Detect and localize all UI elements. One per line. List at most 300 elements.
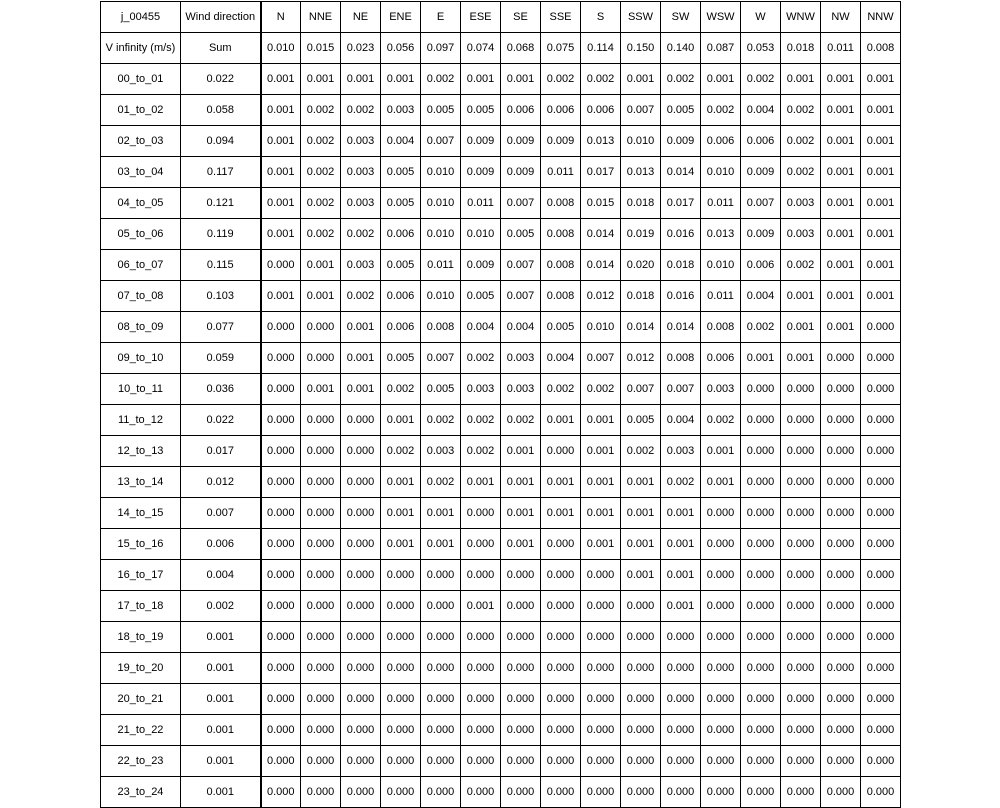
- value-cell: 0.014: [581, 219, 621, 250]
- value-cell: 0.010: [581, 312, 621, 343]
- row-sum-cell: 0.022: [181, 405, 261, 436]
- value-cell: 0.000: [701, 715, 741, 746]
- table-row: [101, 622, 901, 653]
- value-cell: 0.000: [301, 405, 341, 436]
- value-cell: 0.001: [421, 529, 461, 560]
- value-cell: 0.003: [781, 219, 821, 250]
- value-cell: 0.000: [821, 529, 861, 560]
- value-cell: 0.001: [861, 126, 901, 157]
- value-cell: 0.001: [861, 188, 901, 219]
- row-label-cell: 14_to_15: [101, 498, 181, 529]
- value-cell: 0.056: [381, 33, 421, 64]
- value-cell: 0.007: [421, 343, 461, 374]
- value-cell: 0.000: [421, 746, 461, 777]
- value-cell: 0.000: [701, 622, 741, 653]
- value-cell: 0.010: [261, 33, 301, 64]
- value-cell: 0.000: [381, 653, 421, 684]
- row-label-cell: 06_to_07: [101, 250, 181, 281]
- value-cell: 0.000: [541, 560, 581, 591]
- value-cell: 0.001: [301, 374, 341, 405]
- row-label-cell: 13_to_14: [101, 467, 181, 498]
- table-row: [101, 653, 901, 684]
- value-cell: 0.000: [421, 777, 461, 808]
- value-cell: 0.000: [821, 436, 861, 467]
- value-cell: 0.000: [821, 405, 861, 436]
- value-cell: 0.001: [381, 467, 421, 498]
- value-cell: 0.003: [341, 250, 381, 281]
- value-cell: 0.000: [821, 622, 861, 653]
- value-cell: 0.001: [461, 64, 501, 95]
- value-cell: 0.004: [541, 343, 581, 374]
- value-cell: 0.002: [701, 405, 741, 436]
- value-cell: 0.000: [861, 374, 901, 405]
- direction-header-nnw: NNW: [861, 2, 901, 33]
- value-cell: 0.000: [501, 622, 541, 653]
- value-cell: 0.002: [381, 374, 421, 405]
- value-cell: 0.001: [381, 405, 421, 436]
- value-cell: 0.001: [581, 467, 621, 498]
- value-cell: 0.002: [461, 436, 501, 467]
- value-cell: 0.002: [301, 157, 341, 188]
- row-sum-cell: 0.017: [181, 436, 261, 467]
- value-cell: 0.000: [741, 746, 781, 777]
- value-cell: 0.007: [421, 126, 461, 157]
- row-label-cell: 04_to_05: [101, 188, 181, 219]
- row-label-cell: 19_to_20: [101, 653, 181, 684]
- value-cell: 0.000: [781, 622, 821, 653]
- value-cell: 0.010: [701, 250, 741, 281]
- value-cell: 0.000: [861, 436, 901, 467]
- direction-header-ene: ENE: [381, 2, 421, 33]
- value-cell: 0.000: [541, 436, 581, 467]
- value-cell: 0.000: [821, 560, 861, 591]
- value-cell: 0.002: [661, 64, 701, 95]
- value-cell: 0.008: [701, 312, 741, 343]
- value-cell: 0.000: [581, 591, 621, 622]
- value-cell: 0.000: [301, 746, 341, 777]
- value-cell: 0.001: [461, 591, 501, 622]
- value-cell: 0.000: [461, 529, 501, 560]
- value-cell: 0.000: [301, 560, 341, 591]
- value-cell: 0.005: [541, 312, 581, 343]
- value-cell: 0.009: [501, 126, 541, 157]
- value-cell: 0.000: [341, 436, 381, 467]
- value-cell: 0.000: [741, 560, 781, 591]
- value-cell: 0.010: [421, 157, 461, 188]
- value-cell: 0.010: [421, 219, 461, 250]
- value-cell: 0.000: [861, 684, 901, 715]
- value-cell: 0.001: [821, 64, 861, 95]
- value-cell: 0.001: [741, 343, 781, 374]
- value-cell: 0.000: [781, 374, 821, 405]
- value-cell: 0.000: [821, 777, 861, 808]
- value-cell: 0.000: [581, 777, 621, 808]
- value-cell: 0.001: [381, 529, 421, 560]
- value-cell: 0.000: [501, 684, 541, 715]
- value-cell: 0.019: [621, 219, 661, 250]
- value-cell: 0.000: [301, 343, 341, 374]
- value-cell: 0.013: [581, 126, 621, 157]
- direction-header-ne: NE: [341, 2, 381, 33]
- value-cell: 0.000: [341, 405, 381, 436]
- value-cell: 0.000: [701, 560, 741, 591]
- value-cell: 0.000: [261, 746, 301, 777]
- value-cell: 0.001: [701, 64, 741, 95]
- value-cell: 0.000: [541, 622, 581, 653]
- row-label-cell: 03_to_04: [101, 157, 181, 188]
- value-cell: 0.000: [701, 591, 741, 622]
- value-cell: 0.001: [581, 529, 621, 560]
- value-cell: 0.000: [861, 343, 901, 374]
- value-cell: 0.002: [541, 374, 581, 405]
- value-cell: 0.000: [781, 560, 821, 591]
- row-label-cell: 18_to_19: [101, 622, 181, 653]
- value-cell: 0.006: [581, 95, 621, 126]
- value-cell: 0.000: [341, 653, 381, 684]
- value-cell: 0.000: [661, 684, 701, 715]
- value-cell: 0.003: [501, 374, 541, 405]
- value-cell: 0.000: [501, 591, 541, 622]
- row-sum-cell: 0.077: [181, 312, 261, 343]
- value-cell: 0.000: [621, 622, 661, 653]
- value-cell: 0.000: [461, 560, 501, 591]
- value-cell: 0.002: [341, 281, 381, 312]
- value-cell: 0.000: [381, 746, 421, 777]
- direction-header-wnw: WNW: [781, 2, 821, 33]
- value-cell: 0.001: [701, 436, 741, 467]
- table-row: [101, 281, 901, 312]
- value-cell: 0.001: [341, 64, 381, 95]
- value-cell: 0.018: [661, 250, 701, 281]
- value-cell: 0.002: [621, 436, 661, 467]
- value-cell: 0.004: [501, 312, 541, 343]
- value-cell: 0.087: [701, 33, 741, 64]
- value-cell: 0.000: [501, 715, 541, 746]
- direction-header-se: SE: [501, 2, 541, 33]
- value-cell: 0.001: [261, 64, 301, 95]
- value-cell: 0.018: [781, 33, 821, 64]
- value-cell: 0.001: [821, 281, 861, 312]
- value-cell: 0.000: [261, 653, 301, 684]
- value-cell: 0.000: [341, 746, 381, 777]
- value-cell: 0.001: [501, 498, 541, 529]
- value-cell: 0.000: [261, 529, 301, 560]
- value-cell: 0.020: [621, 250, 661, 281]
- value-cell: 0.000: [461, 684, 501, 715]
- value-cell: 0.000: [781, 684, 821, 715]
- row-sum-cell: 0.115: [181, 250, 261, 281]
- value-cell: 0.000: [741, 591, 781, 622]
- value-cell: 0.002: [421, 405, 461, 436]
- value-cell: 0.007: [501, 281, 541, 312]
- table-body: [101, 2, 901, 808]
- value-cell: 0.005: [661, 95, 701, 126]
- row-label-cell: 01_to_02: [101, 95, 181, 126]
- value-cell: 0.003: [341, 126, 381, 157]
- row-label-cell: 20_to_21: [101, 684, 181, 715]
- value-cell: 0.001: [861, 157, 901, 188]
- value-cell: 0.005: [461, 95, 501, 126]
- value-cell: 0.010: [621, 126, 661, 157]
- value-cell: 0.000: [541, 715, 581, 746]
- value-cell: 0.005: [421, 95, 461, 126]
- value-cell: 0.001: [781, 281, 821, 312]
- value-cell: 0.001: [301, 281, 341, 312]
- value-cell: 0.000: [301, 777, 341, 808]
- value-cell: 0.000: [341, 591, 381, 622]
- table-row: [101, 126, 901, 157]
- table-row: [101, 436, 901, 467]
- row-label-cell: 08_to_09: [101, 312, 181, 343]
- row-sum-cell: 0.001: [181, 653, 261, 684]
- value-cell: 0.005: [621, 405, 661, 436]
- value-cell: 0.000: [741, 777, 781, 808]
- value-cell: 0.007: [621, 95, 661, 126]
- value-cell: 0.004: [381, 126, 421, 157]
- value-cell: 0.000: [821, 498, 861, 529]
- value-cell: 0.000: [541, 653, 581, 684]
- value-cell: 0.000: [421, 591, 461, 622]
- value-cell: 0.001: [261, 126, 301, 157]
- value-cell: 0.000: [381, 622, 421, 653]
- value-cell: 0.000: [541, 529, 581, 560]
- table-row: [101, 405, 901, 436]
- value-cell: 0.000: [261, 591, 301, 622]
- value-cell: 0.000: [661, 777, 701, 808]
- value-cell: 0.001: [861, 219, 901, 250]
- value-cell: 0.000: [701, 498, 741, 529]
- value-cell: 0.000: [741, 436, 781, 467]
- value-cell: 0.001: [581, 498, 621, 529]
- value-cell: 0.011: [421, 250, 461, 281]
- value-cell: 0.001: [501, 529, 541, 560]
- table-row: [101, 715, 901, 746]
- value-cell: 0.000: [781, 467, 821, 498]
- value-cell: 0.006: [741, 250, 781, 281]
- value-cell: 0.000: [741, 715, 781, 746]
- value-cell: 0.001: [261, 188, 301, 219]
- value-cell: 0.000: [421, 684, 461, 715]
- row-sum-cell: 0.012: [181, 467, 261, 498]
- table-row: [101, 467, 901, 498]
- value-cell: 0.000: [781, 653, 821, 684]
- value-cell: 0.000: [501, 560, 541, 591]
- value-cell: 0.006: [381, 312, 421, 343]
- row-label-cell: 02_to_03: [101, 126, 181, 157]
- value-cell: 0.001: [821, 126, 861, 157]
- value-cell: 0.001: [621, 560, 661, 591]
- value-cell: 0.010: [461, 219, 501, 250]
- value-cell: 0.001: [861, 281, 901, 312]
- value-cell: 0.000: [661, 715, 701, 746]
- value-cell: 0.001: [621, 467, 661, 498]
- direction-header-w: W: [741, 2, 781, 33]
- value-cell: 0.000: [661, 746, 701, 777]
- value-cell: 0.004: [741, 95, 781, 126]
- value-cell: 0.000: [741, 622, 781, 653]
- value-cell: 0.005: [381, 343, 421, 374]
- value-cell: 0.000: [861, 529, 901, 560]
- value-cell: 0.015: [581, 188, 621, 219]
- value-cell: 0.003: [421, 436, 461, 467]
- value-cell: 0.000: [261, 560, 301, 591]
- value-cell: 0.000: [861, 467, 901, 498]
- value-cell: 0.000: [861, 715, 901, 746]
- value-cell: 0.001: [781, 343, 821, 374]
- value-cell: 0.001: [501, 64, 541, 95]
- value-cell: 0.001: [621, 529, 661, 560]
- row-label-cell: 12_to_13: [101, 436, 181, 467]
- value-cell: 0.013: [621, 157, 661, 188]
- value-cell: 0.001: [781, 312, 821, 343]
- value-cell: 0.006: [501, 95, 541, 126]
- value-cell: 0.010: [701, 157, 741, 188]
- direction-header-ssw: SSW: [621, 2, 661, 33]
- value-cell: 0.010: [421, 188, 461, 219]
- wind-frequency-table: [100, 1, 901, 808]
- value-cell: 0.001: [821, 157, 861, 188]
- value-cell: 0.001: [381, 64, 421, 95]
- value-cell: 0.000: [341, 560, 381, 591]
- row-label-cell: V infinity (m/s): [101, 33, 181, 64]
- value-cell: 0.003: [501, 343, 541, 374]
- value-cell: 0.000: [621, 777, 661, 808]
- value-cell: 0.000: [541, 746, 581, 777]
- value-cell: 0.014: [621, 312, 661, 343]
- value-cell: 0.001: [501, 467, 541, 498]
- value-cell: 0.000: [421, 653, 461, 684]
- value-cell: 0.001: [821, 219, 861, 250]
- value-cell: 0.003: [701, 374, 741, 405]
- value-cell: 0.074: [461, 33, 501, 64]
- value-cell: 0.005: [461, 281, 501, 312]
- value-cell: 0.002: [421, 64, 461, 95]
- value-cell: 0.001: [661, 591, 701, 622]
- row-sum-cell: 0.036: [181, 374, 261, 405]
- table-row: [101, 343, 901, 374]
- value-cell: 0.001: [341, 312, 381, 343]
- value-cell: 0.000: [301, 498, 341, 529]
- value-cell: 0.006: [701, 343, 741, 374]
- row-sum-cell: 0.119: [181, 219, 261, 250]
- value-cell: 0.002: [341, 219, 381, 250]
- row-label-cell: 21_to_22: [101, 715, 181, 746]
- value-cell: 0.000: [861, 560, 901, 591]
- value-cell: 0.002: [501, 405, 541, 436]
- value-cell: 0.000: [741, 498, 781, 529]
- row-sum-cell: 0.001: [181, 684, 261, 715]
- value-cell: 0.006: [541, 95, 581, 126]
- value-cell: 0.015: [301, 33, 341, 64]
- value-cell: 0.000: [301, 622, 341, 653]
- row-sum-cell: 0.022: [181, 64, 261, 95]
- value-cell: 0.003: [381, 95, 421, 126]
- value-cell: 0.005: [381, 250, 421, 281]
- row-sum-cell: 0.117: [181, 157, 261, 188]
- value-cell: 0.003: [341, 157, 381, 188]
- value-cell: 0.001: [341, 343, 381, 374]
- value-cell: 0.006: [701, 126, 741, 157]
- row-sum-cell: 0.006: [181, 529, 261, 560]
- value-cell: 0.000: [421, 715, 461, 746]
- row-label-cell: 15_to_16: [101, 529, 181, 560]
- value-cell: 0.114: [581, 33, 621, 64]
- value-cell: 0.001: [861, 95, 901, 126]
- value-cell: 0.008: [541, 281, 581, 312]
- value-cell: 0.097: [421, 33, 461, 64]
- value-cell: 0.000: [381, 560, 421, 591]
- row-sum-cell: 0.058: [181, 95, 261, 126]
- table-id-cell: j_00455: [101, 2, 181, 33]
- value-cell: 0.000: [781, 498, 821, 529]
- value-cell: 0.001: [661, 498, 701, 529]
- value-cell: 0.000: [781, 436, 821, 467]
- value-cell: 0.001: [421, 498, 461, 529]
- value-cell: 0.009: [461, 157, 501, 188]
- value-cell: 0.004: [661, 405, 701, 436]
- value-cell: 0.014: [661, 312, 701, 343]
- value-cell: 0.000: [821, 343, 861, 374]
- value-cell: 0.000: [821, 374, 861, 405]
- row-sum-cell: 0.121: [181, 188, 261, 219]
- value-cell: 0.001: [261, 281, 301, 312]
- table-row: [101, 560, 901, 591]
- value-cell: 0.000: [301, 684, 341, 715]
- value-cell: 0.000: [461, 622, 501, 653]
- row-sum-cell: 0.007: [181, 498, 261, 529]
- value-cell: 0.002: [781, 250, 821, 281]
- value-cell: 0.000: [741, 684, 781, 715]
- value-cell: 0.011: [821, 33, 861, 64]
- value-cell: 0.001: [821, 95, 861, 126]
- table-row: [101, 374, 901, 405]
- value-cell: 0.009: [741, 157, 781, 188]
- value-cell: 0.000: [261, 374, 301, 405]
- value-cell: 0.000: [621, 746, 661, 777]
- value-cell: 0.000: [861, 498, 901, 529]
- value-cell: 0.002: [781, 126, 821, 157]
- row-sum-cell: 0.001: [181, 715, 261, 746]
- value-cell: 0.000: [581, 746, 621, 777]
- value-cell: 0.000: [421, 560, 461, 591]
- value-cell: 0.001: [341, 374, 381, 405]
- value-cell: 0.000: [461, 498, 501, 529]
- value-cell: 0.002: [461, 343, 501, 374]
- value-cell: 0.000: [381, 715, 421, 746]
- value-cell: 0.000: [261, 498, 301, 529]
- value-cell: 0.006: [381, 281, 421, 312]
- value-cell: 0.002: [301, 219, 341, 250]
- value-cell: 0.003: [661, 436, 701, 467]
- value-cell: 0.000: [501, 777, 541, 808]
- value-cell: 0.000: [341, 622, 381, 653]
- row-label-cell: 09_to_10: [101, 343, 181, 374]
- value-cell: 0.009: [501, 157, 541, 188]
- value-cell: 0.011: [701, 281, 741, 312]
- wind-direction-label-cell: Wind direction: [181, 2, 261, 33]
- value-cell: 0.001: [301, 250, 341, 281]
- row-label-cell: 23_to_24: [101, 777, 181, 808]
- row-sum-cell: 0.094: [181, 126, 261, 157]
- value-cell: 0.001: [381, 498, 421, 529]
- value-cell: 0.000: [261, 622, 301, 653]
- value-cell: 0.017: [581, 157, 621, 188]
- value-cell: 0.001: [701, 467, 741, 498]
- value-cell: 0.000: [261, 684, 301, 715]
- row-sum-cell: 0.001: [181, 777, 261, 808]
- value-cell: 0.004: [461, 312, 501, 343]
- value-cell: 0.000: [261, 777, 301, 808]
